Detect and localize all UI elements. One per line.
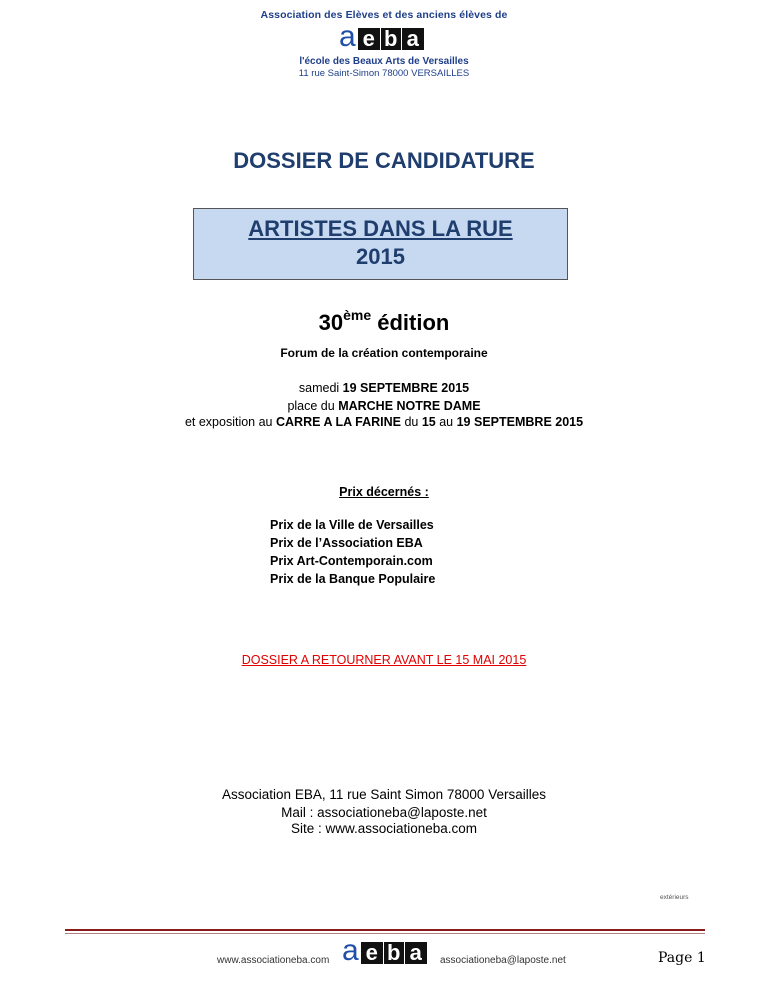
aeba-logo [339,20,424,53]
edition-suffix: ème [343,307,372,323]
school-name: l'école des Beaux Arts de Versailles [299,56,469,67]
logo-letter-a2: a [402,28,424,50]
contact-address: Association EBA, 11 rue Saint Simon 78000 Versailles [222,787,546,802]
contact-mail: Mail : associationeba@laposte.net [281,805,487,820]
place-value: MARCHE NOTRE DAME [338,399,481,413]
event-title: ARTISTES DANS LA RUE [248,216,513,241]
contact-site: Site : www.associationeba.com [290,821,478,836]
deadline-notice: DOSSIER A RETOURNER AVANT LE 15 MAI 2015 [241,653,527,667]
edition-word: édition [371,310,450,335]
edition-heading [0,307,768,336]
association-header: Association des Elèves et des anciens élèves de [260,9,508,21]
footer-email[interactable]: associationeba@laposte.net [440,955,566,966]
prize-item: Prix de la Ville de Versailles [270,518,434,532]
exhibition-line [0,415,768,429]
logo-letter-e: e [358,28,380,50]
place-line [0,399,768,413]
footer-website[interactable]: www.associationeba.com [217,955,330,966]
exhibition-from: du [400,415,422,429]
place-prefix: place du [287,399,339,413]
school-address: 11 rue Saint-Simon 78000 VERSAILLES [298,68,470,79]
footer-rule-thin [65,933,705,934]
exhibition-end: 19 SEPTEMBRE 2015 [456,415,584,429]
exhibition-to: au [435,415,457,429]
edition-number: 30 [318,310,344,335]
logo-letter-a: a [342,934,359,967]
exhibition-venue: CARRE A LA FARINE [275,415,401,429]
stray-note: extérieurs [660,894,689,901]
footer-rule [65,929,705,931]
logo-letter-e: e [361,942,383,964]
logo-letter-b: b [381,28,401,50]
page-number: Page 1 [658,950,706,966]
date-value: 19 SEPTEMBRE 2015 [342,381,470,395]
date-prefix: samedi [298,381,343,395]
logo-letter-a: a [339,20,356,53]
prize-item: Prix de l’Association EBA [270,536,423,550]
exhibition-start: 15 [421,415,436,429]
prize-item: Prix Art-Contemporain.com [270,554,433,568]
event-year: 2015 [356,244,405,269]
forum-subtitle: Forum de la création contemporaine [280,346,488,360]
logo-letter-a2: a [405,942,427,964]
footer-aeba-logo [342,934,427,967]
prize-item: Prix de la Banque Populaire [270,572,436,586]
exhibition-prefix: et exposition au [184,415,276,429]
page-title: DOSSIER DE CANDIDATURE [233,148,535,173]
event-title-box [193,208,568,280]
date-line [0,381,768,395]
prizes-list [270,516,435,588]
logo-letter-b: b [384,942,404,964]
prizes-heading: Prix décernés : [339,485,429,499]
